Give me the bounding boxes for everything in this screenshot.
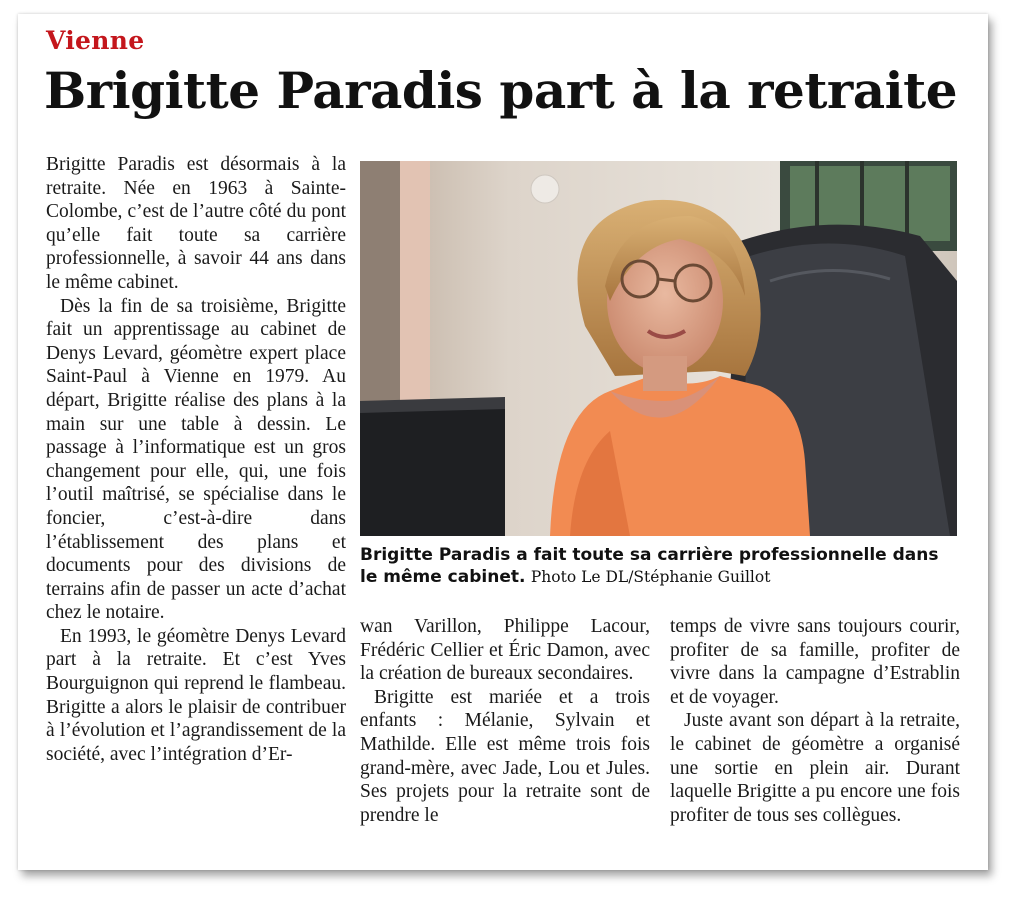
paragraph-2: Dès la fin de sa troisième, Brigitte fait un apprentissage au cabinet de Denys Levard, géomètre expert place Saint-Paul à Vienne en 1979. Au départ, Brigitte réalise des plans à la main sur une table à dessin. Le passage à l’informatique est un gros changement pour elle, qui, une fois l’outil maîtrisé, se spécialise dans le foncier, c’est-à-dire dans l’établissement des plans et documents pour des divisions de terrains afin de passer un acte d’achat chez le notaire. [46, 295, 346, 624]
paragraph-3-part-b: wan Varillon, Philippe Lacour, Frédéric Cellier et Éric Damon, avec la création de bureaux secondaires. [360, 616, 650, 685]
section-label: Vienne [46, 26, 145, 55]
headline: Brigitte Paradis part à la retraite [44, 61, 958, 120]
paragraph-4-part-b: temps de vivre sans toujours courir, profiter de sa famille, profiter de vivre dans la campagne d’Estrablin et de voyager. [670, 616, 960, 708]
paragraph-4 [360, 686, 650, 828]
paragraph-1: Brigitte Paradis est désormais à la retraite. Née en 1963 à Sainte-Colombe, c’est de l’autre côté du pont qu’elle fait toute sa carrière professionnelle, à savoir 44 ans dans le même cabinet. [46, 154, 346, 293]
paragraph-5: Juste avant son départ à la retraite, le cabinet de géomètre a organisé une sortie en plein air. Durant laquelle Brigitte a pu encore une fois profiter de tous ses collègues. [670, 710, 960, 826]
portrait-illustration [360, 161, 957, 536]
photo-caption [360, 544, 960, 588]
article-column-1 [46, 153, 346, 766]
article-column-3 [670, 615, 960, 827]
portrait-photo [360, 161, 957, 536]
caption-text: Brigitte Paradis a fait toute sa carrière professionnelle dans le même cabinet. [360, 545, 939, 587]
paragraph-3-continued [360, 615, 650, 686]
paragraph-4-continued [670, 615, 960, 709]
paragraph-3 [46, 625, 346, 767]
paragraph-4-part-a: Brigitte est mariée et a trois enfants : Mélanie, Sylvain et Mathilde. Elle est même trois fois grand-mère, avec Jade, Lou et Jules. Ses projets pour la retraite sont de prendre le [360, 686, 650, 826]
paragraph-3-part-a: En 1993, le géomètre Denys Levard part à la retraite. Et c’est Yves Bourguignon qui reprend le flambeau. Brigitte a alors le plaisir de contribuer à l’évolution et l’agrandissement de la société, avec l’intégration d’Er- [46, 625, 346, 765]
newspaper-clipping [18, 14, 988, 870]
article-column-2 [360, 615, 650, 827]
photo-credit: Photo Le DL/Stéphanie Guillot [530, 568, 771, 586]
